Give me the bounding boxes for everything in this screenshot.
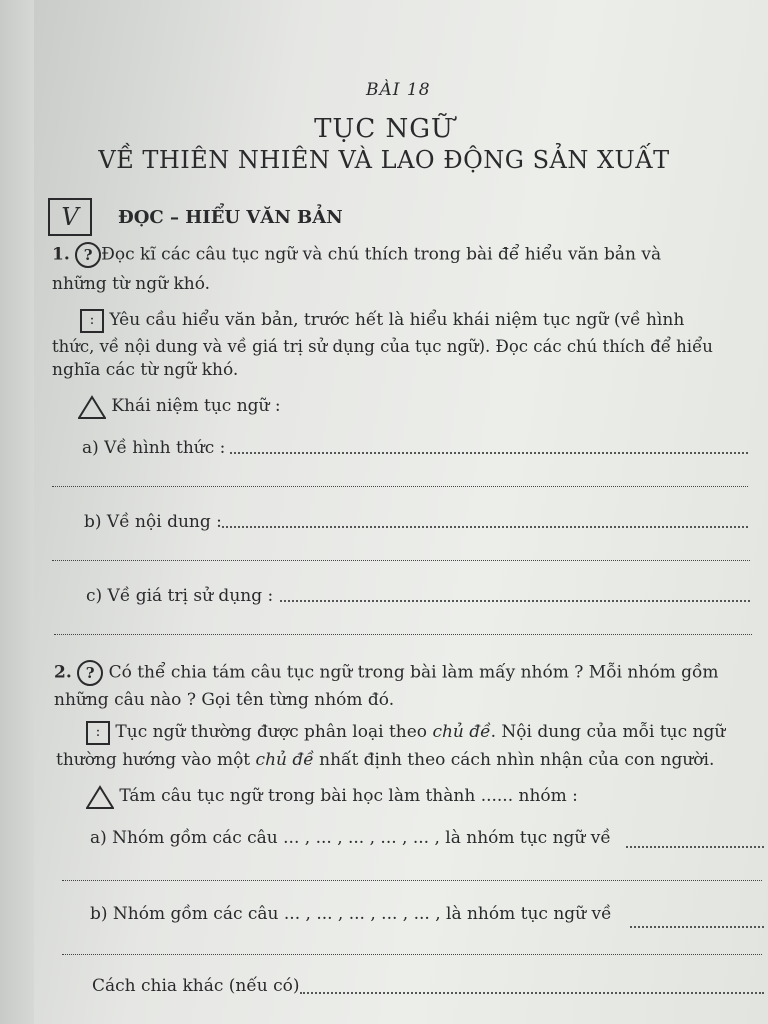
hint-1-line3: nghĩa các từ ngữ khó.	[52, 360, 239, 380]
task-2-text: Tám câu tục ngữ trong bài học làm thành ...... nhóm :	[119, 786, 578, 806]
hint-2-line1	[86, 720, 725, 745]
task-1-text: Khái niệm tục ngữ :	[111, 396, 281, 416]
lesson-number: BÀI 18	[366, 80, 431, 100]
hint-2-emphasis-1: chủ đề	[432, 722, 491, 742]
answer-1b-line[interactable]	[222, 526, 748, 528]
hint-1-line1	[80, 308, 684, 333]
hint-1-text-1: Yêu cầu hiểu văn bản, trước hết là hiểu khái niệm tục ngữ (về hình	[109, 310, 685, 330]
lesson-title-line2: VỀ THIÊN NHIÊN VÀ LAO ĐỘNG SẢN XUẤT	[98, 146, 670, 174]
question-2-line2: những câu nào ? Gọi tên từng nhóm đó.	[54, 690, 395, 710]
section-title: ĐỌC – HIỂU VĂN BẢN	[118, 207, 343, 228]
task-triangle-icon	[78, 395, 106, 419]
section-number-box: V	[48, 198, 92, 236]
lesson-title-line1: TỤC NGỮ	[314, 114, 454, 144]
question-2-number: 2.	[54, 662, 72, 683]
task-1	[78, 394, 281, 419]
answer-2-other-line[interactable]	[300, 992, 764, 994]
question-1-text-1: Đọc kĩ các câu tục ngữ và chú thích trong bài để hiểu văn bản và	[101, 244, 662, 265]
answer-2b-line-2[interactable]	[62, 954, 762, 955]
answer-2-other-label: Cách chia khác (nếu có)	[92, 976, 300, 996]
question-2-line1	[54, 660, 719, 686]
answer-1c-line-2[interactable]	[54, 634, 752, 635]
answer-1a-line-2[interactable]	[52, 486, 748, 487]
hint-icon: :	[86, 721, 110, 745]
question-1-line1	[52, 242, 661, 268]
answer-1a-line[interactable]	[230, 452, 748, 454]
answer-2a-line[interactable]	[626, 846, 764, 848]
hint-2-line2	[56, 748, 714, 773]
question-icon: ?	[75, 242, 101, 268]
answer-1c-line[interactable]	[280, 600, 750, 602]
answer-1b-label: b) Về nội dung :	[84, 512, 222, 532]
hint-2-emphasis-2: chủ đề	[255, 750, 314, 770]
hint-icon: :	[80, 309, 104, 333]
question-1-number: 1.	[52, 244, 70, 265]
question-icon: ?	[77, 660, 103, 686]
answer-2a-line-2[interactable]	[62, 880, 762, 881]
answer-1a-label: a) Về hình thức :	[82, 438, 226, 458]
answer-2b-line[interactable]	[630, 926, 764, 928]
task-triangle-icon	[86, 785, 114, 809]
hint-2-text-1b: . Nội dung của mỗi tục ngữ	[490, 722, 726, 742]
task-2	[86, 784, 578, 809]
answer-2b-label: b) Nhóm gồm các câu ... , ... , ... , ... , ... , là nhóm tục ngữ về	[90, 904, 612, 924]
question-2-text-1: Có thể chia tám câu tục ngữ trong bài làm mấy nhóm ? Mỗi nhóm gồm	[108, 662, 719, 683]
hint-2-text-1a: Tục ngữ thường được phân loại theo	[115, 722, 433, 742]
hint-1-line2: thức, về nội dung và về giá trị sử dụng của tục ngữ). Đọc các chú thích để hiểu	[52, 337, 713, 356]
hint-2-text-2b: nhất định theo cách nhìn nhận của con người.	[313, 750, 715, 770]
answer-2a-label: a) Nhóm gồm các câu ... , ... , ... , ... , ... , là nhóm tục ngữ về	[90, 828, 611, 848]
hint-2-text-2a: thường hướng vào một	[56, 750, 256, 770]
answer-1c-label: c) Về giá trị sử dụng :	[86, 586, 274, 606]
question-1-line2: những từ ngữ khó.	[52, 274, 211, 294]
answer-1b-line-2[interactable]	[52, 560, 750, 561]
